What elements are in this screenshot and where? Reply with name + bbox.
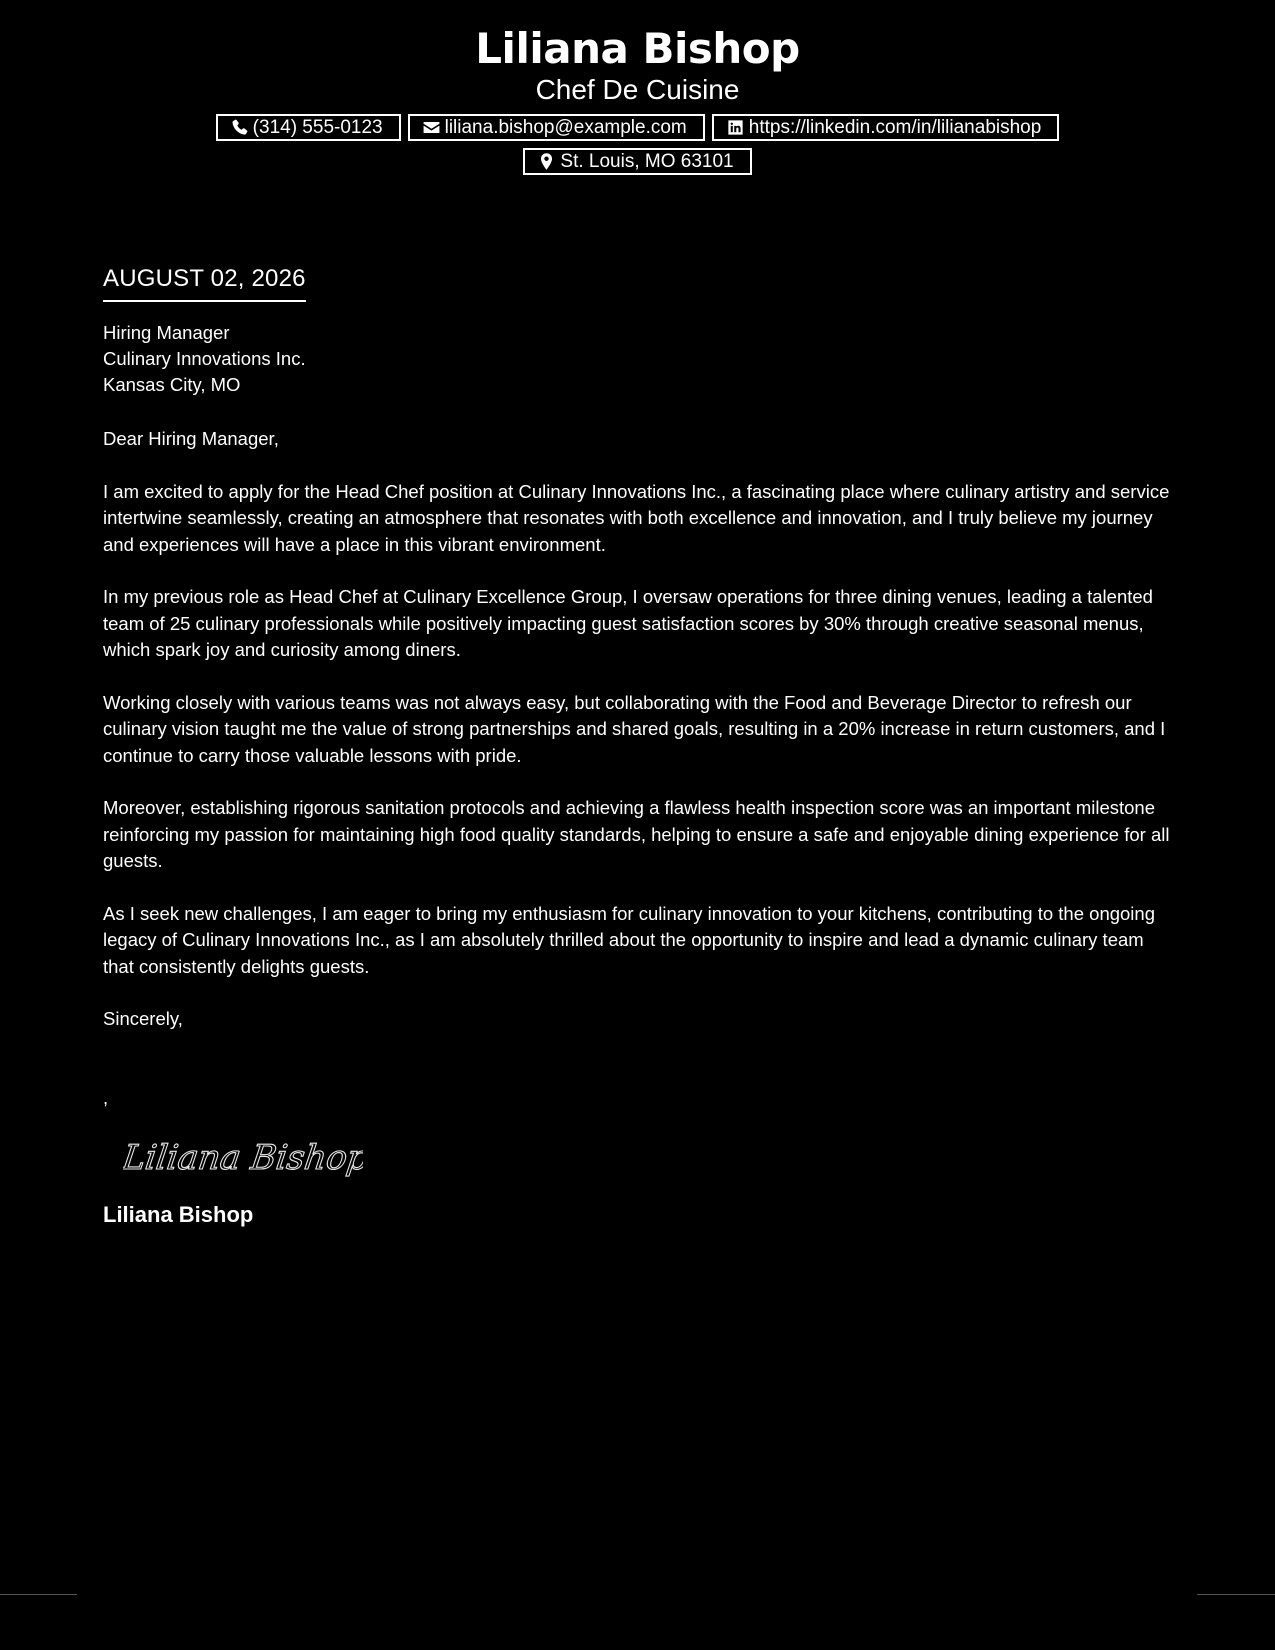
envelope-icon (422, 118, 441, 137)
body-paragraph: In my previous role as Head Chef at Culinary Excellence Group, I oversaw operations for three dining venues, leading a talented team of 25 culinary professionals while positively impacting guest satisfaction scores by 30% through creative seasonal menus, which spark joy and curiosity among diners. (103, 586, 1153, 660)
map-pin-icon (537, 152, 556, 171)
recipient-block (103, 320, 1175, 398)
body-paragraph: Moreover, establishing rigorous sanitation protocols and achieving a flawless health inspection score was an important milestone reinforcing my passion for maintaining high food quality standards, helping to ensure a safe and enjoyable dining experience for all guests. (103, 797, 1170, 871)
recipient-line: Culinary Innovations Inc. (103, 348, 306, 369)
signer-name: Liliana Bishop (103, 1201, 254, 1227)
linkedin-icon (726, 118, 745, 137)
closing: Sincerely, (103, 1008, 183, 1029)
letter-date: AUGUST 02, 2026 (103, 264, 306, 302)
contact-row (0, 114, 1275, 141)
letterhead (0, 0, 1275, 175)
phone-icon (230, 118, 249, 137)
email-text: liliana.bishop@example.com (444, 117, 687, 138)
applicant-title: Chef De Cuisine (535, 74, 740, 105)
recipient-line: Hiring Manager (103, 322, 230, 343)
body-paragraph: I am excited to apply for the Head Chef position at Culinary Innovations Inc., a fascinating place where culinary artistry and service intertwine seamlessly, creating an atmosphere that resonates with both excellence and innovation, and I truly believe my journey and experiences will have a place in this vibrant environment. (103, 480, 1170, 555)
email-chip[interactable] (408, 114, 705, 141)
body-paragraph: Working closely with various teams was not always easy, but collaborating with the Food and Beverage Director to refresh our culinary vision taught me the value of strong partnerships and shared goals, resulting in a 20% increase in return customers, and I continue to carry those valuable lessons with pride. (103, 691, 1166, 766)
handwritten-signature (123, 1129, 1175, 1185)
footer-divider-left (0, 1594, 77, 1595)
signature-image (123, 1129, 363, 1185)
linkedin-text: https://linkedin.com/in/lilianabishop (748, 117, 1042, 138)
location-chip (523, 148, 751, 175)
contact-row-2 (0, 148, 1275, 175)
comma-line: , (103, 1086, 109, 1108)
linkedin-chip[interactable] (712, 114, 1060, 141)
footer-divider-right (1197, 1594, 1275, 1595)
signature-text: Liliana Bishop (123, 1137, 363, 1178)
salutation: Dear Hiring Manager, (103, 428, 279, 449)
phone-chip[interactable] (216, 114, 401, 141)
location-text: St. Louis, MO 63101 (560, 151, 734, 172)
recipient-line: Kansas City, MO (103, 374, 241, 395)
letter-body (103, 264, 1175, 1229)
body-paragraph: As I seek new challenges, I am eager to bring my enthusiasm for culinary innovation to your kitchens, contributing to the ongoing legacy of Culinary Innovations Inc., as I am absolutely thrilled about the opportunity to inspire and lead a dynamic culinary team that consistently delights guests. (103, 902, 1155, 977)
applicant-name: Liliana Bishop (475, 24, 800, 73)
phone-text: (314) 555-0123 (252, 117, 383, 138)
